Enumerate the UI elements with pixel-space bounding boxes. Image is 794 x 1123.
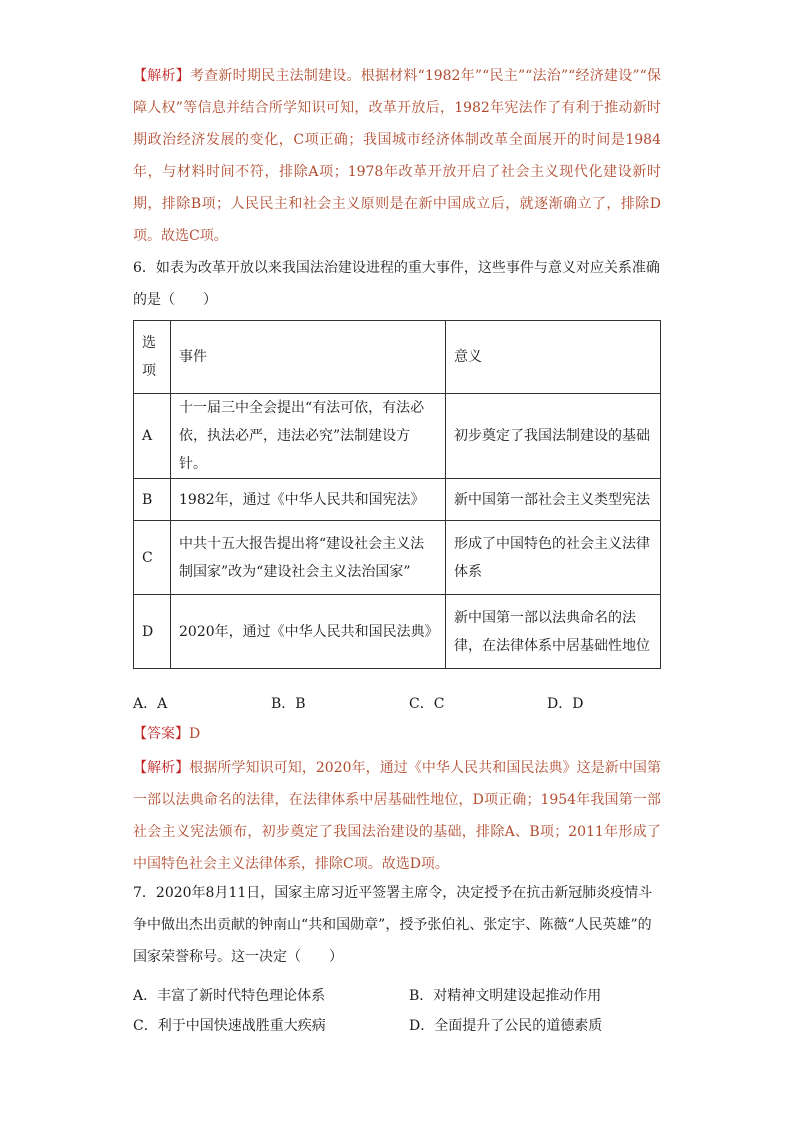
analysis-text: 考查新时期民主法制建设。根据材料“1982年”“民主”“法治”“经济建设”“保障人权”等信息并结合所学知识可知，改革开放后，1982年宪法作了有利于推动新时期政治经济发展的变化，C项正确；我国城市经济体制改革全面展开的时间是1984年，与材料时间不符，排除A项；1978年改革开放开启了社会主义现代化建设新时期，排除B项；人民民主和社会主义原则是在新中国成立后，就逐渐确立了，排除D项。故选C项。: [133, 68, 661, 244]
row-meaning: 形成了中国特色的社会主义法律体系: [446, 521, 661, 595]
answer-value: D: [189, 726, 201, 742]
row-option: D: [134, 595, 171, 669]
row-meaning: 初步奠定了我国法制建设的基础: [446, 394, 661, 479]
table-row: [134, 595, 661, 669]
row-event: 中共十五大报告提出将“建设社会主义法制国家”改为“建设社会主义法治国家”: [171, 521, 446, 595]
question-6-stem: 6．如表为改革开放以来我国法治建设进程的重大事件，这些事件与意义对应关系准确的是（ ）: [133, 260, 660, 308]
q7-option-c[interactable]: C．利于中国快速战胜重大疾病: [133, 1018, 326, 1034]
table-row: [134, 394, 661, 479]
q6-answer: [133, 720, 200, 748]
row-meaning: 新中国第一部以法典命名的法律，在法律体系中居基础性地位: [446, 595, 661, 669]
row-event: 十一届三中全会提出“有法可依，有法必依，执法必严，违法必究”法制建设方针。: [171, 394, 446, 479]
q6-option-c[interactable]: C．C: [409, 696, 445, 712]
row-option: A: [134, 394, 171, 479]
analysis-tag: 【解析】: [133, 68, 190, 84]
table-row: [134, 521, 661, 595]
row-meaning: 新中国第一部社会主义类型宪法: [446, 479, 661, 521]
events-table: [133, 320, 661, 669]
q7-option-a[interactable]: A．丰富了新时代特色理论体系: [133, 988, 326, 1004]
table-row: [134, 479, 661, 521]
header-option: 选项: [134, 321, 171, 394]
q6-analysis: [133, 752, 661, 880]
q6-option-d[interactable]: D．D: [547, 696, 584, 712]
q5-analysis: [133, 60, 661, 252]
analysis-tag: 【解析】: [133, 760, 190, 776]
header-meaning: 意义: [446, 321, 661, 394]
q7-option-b[interactable]: B．对精神文明建设起推动作用: [409, 988, 602, 1004]
header-event: 事件: [171, 321, 446, 394]
row-option: B: [134, 479, 171, 521]
answer-tag: 【答案】: [133, 726, 189, 742]
question-7-stem: 7．2020年8月11日，国家主席习近平签署主席令，决定授予在抗击新冠肺炎疫情斗争中做出杰出贡献的钟南山“共和国勋章”，授予张伯礼、张定宇、陈薇“人民英雄”的国家荣誉称号。这一决定（ ）: [133, 885, 653, 965]
q6-option-a[interactable]: A．A: [133, 696, 168, 712]
row-option: C: [134, 521, 171, 595]
q7-option-d[interactable]: D．全面提升了公民的道德素质: [409, 1018, 603, 1034]
table-header-row: [134, 321, 661, 394]
row-event: 2020年，通过《中华人民共和国民法典》: [171, 595, 446, 669]
analysis-text: 根据所学知识可知，2020年，通过《中华人民共和国民法典》这是新中国第一部以法典命名的法律，在法律体系中居基础性地位，D项正确；1954年我国第一部社会主义宪法颁布，初步奠定了我国法治建设的基础，排除A、B项；2011年形成了中国特色社会主义法律体系，排除C项。故选D项。: [133, 760, 661, 872]
q6-option-b[interactable]: B．B: [271, 696, 306, 712]
row-event: 1982年，通过《中华人民共和国宪法》: [171, 479, 446, 521]
